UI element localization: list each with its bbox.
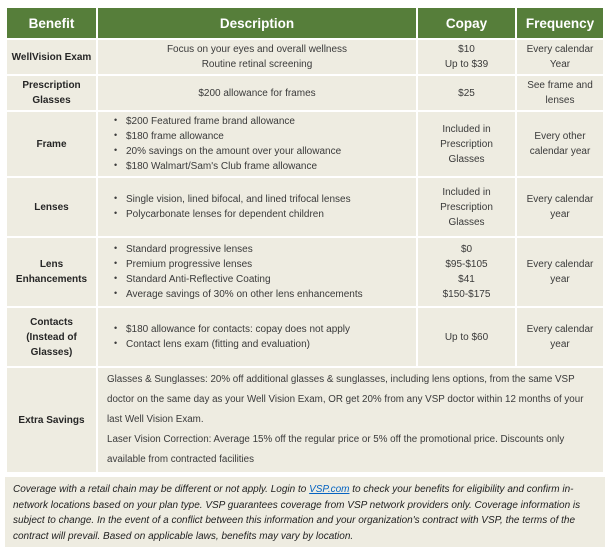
bullet-item: • $180 frame allowance — [114, 129, 411, 144]
bullet-list — [106, 242, 413, 302]
frequency-cell: Every calendar year — [517, 308, 603, 366]
benefit-cell: Lenses — [7, 178, 96, 236]
copay-cell — [418, 238, 515, 306]
copay-line: $41 — [458, 274, 475, 285]
column-header-benefit: Benefit — [7, 8, 96, 38]
description-cell — [98, 368, 603, 472]
benefit-cell: Contacts (Instead of Glasses) — [7, 308, 96, 366]
table-row-wellvision-exam — [7, 40, 603, 74]
benefit-cell: Extra Savings — [7, 368, 96, 472]
disclaimer-text: to check your benefits for eligibility and confirm in-network locations based on your plan type. VSP guarantees coverage from VSP network providers only. Coverage information is subject to change. In the event of a conflict between this information and your organization's contract with VSP, the terms of the contract will prevail. Based on applicable laws, benefits may vary by location. — [13, 484, 581, 542]
description-line: Focus on your eyes and overall wellness — [166, 44, 348, 55]
benefit-cell: Frame — [7, 112, 96, 176]
benefit-cell: WellVision Exam — [7, 40, 96, 74]
frequency-cell: See frame and lenses — [517, 76, 603, 110]
bullet-list — [106, 114, 413, 174]
disclaimer-text: Coverage with a retail chain may be different or not apply. Login to — [13, 484, 310, 496]
benefits-table — [5, 6, 605, 474]
copay-cell: $25 — [418, 76, 515, 110]
bullet-item: • Polycarbonate lenses for dependent children — [114, 207, 411, 222]
column-header-frequency: Frequency — [517, 8, 603, 38]
description-cell: $200 allowance for frames — [98, 76, 416, 110]
bullet-list — [106, 322, 413, 352]
bullet-item: • Average savings of 30% on other lens enhancements — [114, 287, 411, 302]
bullet-item: • $200 Featured frame brand allowance — [114, 114, 411, 129]
bullet-item: • $180 Walmart/Sam's Club frame allowance — [114, 159, 411, 174]
table-row-contacts — [7, 308, 603, 366]
benefit-cell: Lens Enhancements — [7, 238, 96, 306]
bullet-item: • Premium progressive lenses — [114, 257, 411, 272]
copay-line: $150-$175 — [442, 289, 491, 300]
table-row-lens-enhancements — [7, 238, 603, 306]
frequency-cell: Every calendar year — [517, 178, 603, 236]
description-cell — [98, 308, 416, 366]
vsp-com-link[interactable]: VSP.com — [309, 484, 350, 496]
extra-savings-paragraph: Laser Vision Correction: Average 15% off the regular price or 5% off the promotional price. Discounts only available from contracted facilities — [107, 434, 565, 466]
table-row-frame — [7, 112, 603, 176]
copay-cell — [418, 40, 515, 74]
column-header-copay: Copay — [418, 8, 515, 38]
bullet-list — [106, 192, 413, 222]
bullet-item: • Single vision, lined bifocal, and lined trifocal lenses — [114, 192, 411, 207]
bullet-item: • $180 allowance for contacts: copay does not apply — [114, 322, 411, 337]
description-cell — [98, 238, 416, 306]
table-row-prescription-glasses — [7, 76, 603, 110]
copay-cell: Up to $60 — [418, 308, 515, 366]
column-header-description: Description — [98, 8, 416, 38]
bullet-item: • 20% savings on the amount over your allowance — [114, 144, 411, 159]
table-row-extra-savings — [7, 368, 603, 472]
description-cell — [98, 112, 416, 176]
bullet-item: • Standard progressive lenses — [114, 242, 411, 257]
table-row-lenses — [7, 178, 603, 236]
benefit-cell: Prescription Glasses — [7, 76, 96, 110]
frequency-cell: Every calendar Year — [517, 40, 603, 74]
frequency-cell: Every other calendar year — [517, 112, 603, 176]
header-row — [7, 8, 603, 38]
bullet-item: • Contact lens exam (fitting and evaluation) — [114, 337, 411, 352]
disclaimer-footer — [5, 477, 605, 547]
copay-line: $0 — [460, 244, 473, 255]
copay-line: Up to $39 — [444, 59, 489, 70]
copay-line: $10 — [458, 44, 475, 55]
copay-cell: Included in Prescription Glasses — [418, 112, 515, 176]
description-cell — [98, 178, 416, 236]
copay-cell: Included in Prescription Glasses — [418, 178, 515, 236]
copay-line: $95-$105 — [445, 259, 488, 270]
description-line: Routine retinal screening — [201, 59, 313, 70]
frequency-cell: Every calendar year — [517, 238, 603, 306]
bullet-item: • Standard Anti-Reflective Coating — [114, 272, 411, 287]
description-cell — [98, 40, 416, 74]
extra-savings-paragraph: Glasses & Sunglasses: 20% off additional glasses & sunglasses, including lens options, from the same VSP doctor on the same day as your Well Vision Exam, OR get 20% from any VSP doctor within 12 months of your last Well Vision Exam. — [107, 374, 584, 426]
